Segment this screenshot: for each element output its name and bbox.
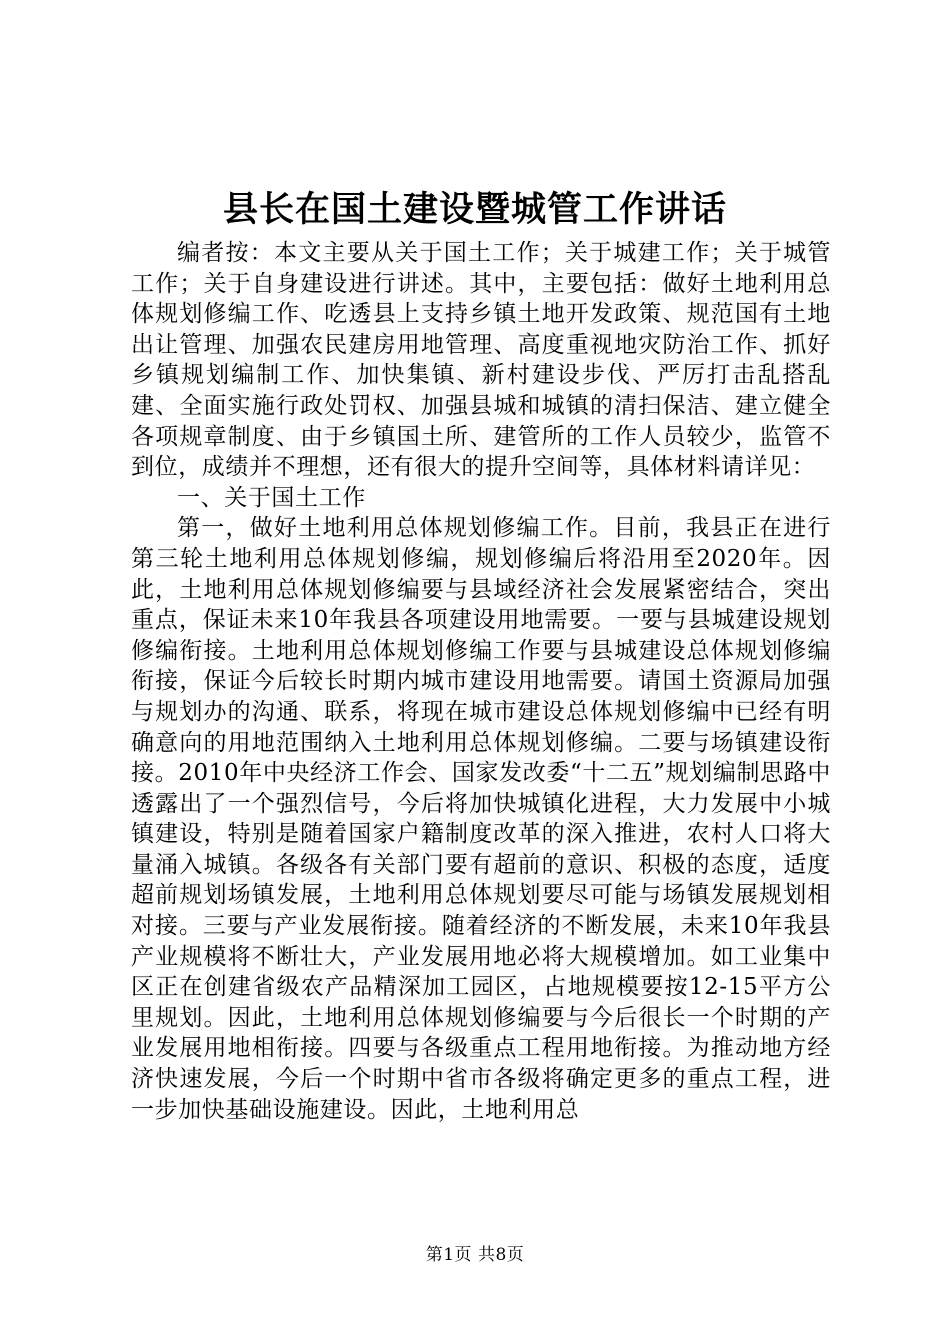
document-title: 县长在国土建设暨城管工作讲话 (222, 189, 727, 230)
page-number-footer: 第1页 共8页 (425, 1245, 525, 1265)
document-body (131, 238, 831, 1125)
editor-note-paragraph: 编者按：本文主要从关于国土工作；关于城建工作；关于城管工作；关于自身建设进行讲述。其中，主要包括：做好土地利用总体规划修编工作、吃透县上支持乡镇土地开发政策、规范国有土地出让管理、加强农民建房用地管理、高度重视地灾防治工作、抓好乡镇规划编制工作、加快集镇、新村建设步伐、严厉打击乱搭乱建、全面实施行政处罚权、加强县城和城镇的清扫保洁、建立健全各项规章制度、由于乡镇国土所、建管所的工作人员较少，监管不到位，成绩并不理想，还有很大的提升空间等，具体材料请详见： (131, 240, 831, 481)
body-paragraph: 第一，做好土地利用总体规划修编工作。目前，我县正在进行第三轮土地利用总体规划修编，规划修编后将沿用至2020年。因此，土地利用总体规划修编要与县域经济社会发展紧密结合，突出重点，保证未来10年我县各项建设用地需要。一要与县城建设规划修编衔接。土地利用总体规划修编工作要与县城建设总体规划修编衔接，保证今后较长时期内城市建设用地需要。请国土资源局加强与规划办的沟通、联系，将现在城市建设总体规划修编中已经有明确意向的用地范围纳入土地利用总体规划修编。二要与场镇建设衔接。2010年中央经济工作会、国家发改委“十二五”规划编制思路中透露出了一个强烈信号，今后将加快城镇化进程，大力发展中小城镇建设，特别是随着国家户籍制度改革的深入推进，农村人口将大量涌入城镇。各级各有关部门要有超前的意识、积极的态度，适度超前规划场镇发展，土地利用总体规划要尽可能与场镇发展规划相对接。三要与产业发展衔接。随着经济的不断发展，未来10年我县产业规模将不断壮大，产业发展用地必将大规模增加。如工业集中区正在创建省级农产品精深加工园区，占地规模要按12-15平方公里规划。因此，土地利用总体规划修编要与今后很长一个时期的产业发展用地相衔接。四要与各级重点工程用地衔接。为推动地方经济快速发展，今后一个时期中省市各级将确定更多的重点工程，进一步加快基础设施建设。因此，土地利用总 (131, 515, 831, 1123)
section-heading: 一、关于国土工作 (177, 484, 366, 511)
